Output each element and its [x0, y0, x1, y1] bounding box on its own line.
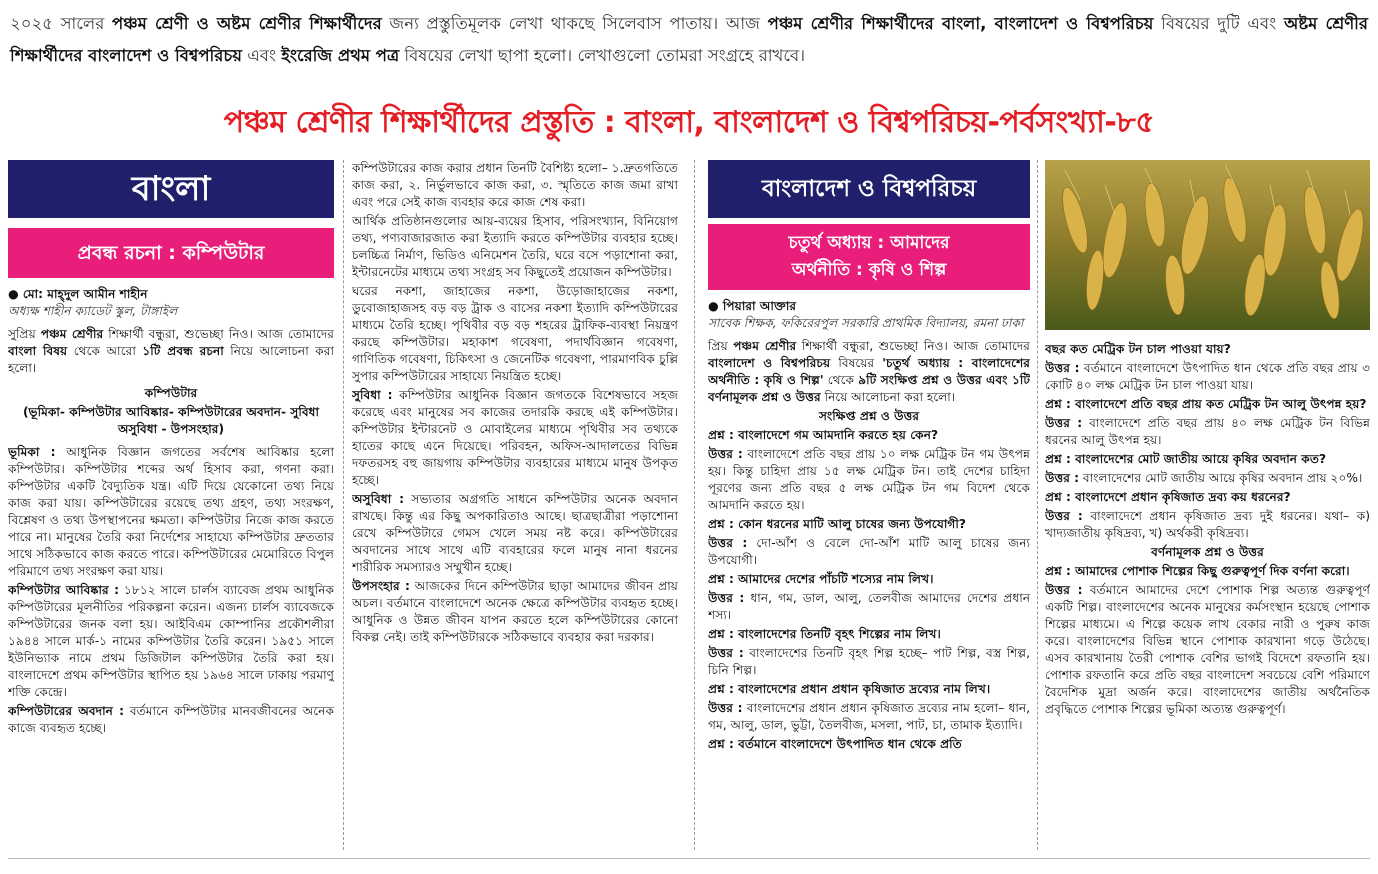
bangla-affiliation: অধ্যক্ষ শাহীন ক্যাডেট স্কুল, টাঙ্গাইল — [8, 304, 178, 318]
qa-question: প্রশ্ন : বর্তমানে বাংলাদেশে উৎপাদিত ধান থেকে প্রতি — [708, 737, 962, 751]
bangla-author: ● মো: মাহ্‌দুল আমীন শাহীন — [8, 287, 148, 301]
essay-finance: আর্থিক প্রতিষ্ঠানগুলোর আয়-ব্যয়ের হিসাব, পরিসংখ্যান, বিনিয়োগ তথ্য, পণ্যবাজারজাত করা ইত্যাদি করতে কম্পিউটার ব্যবহার হচ্ছে। চলচ্চিত্র নির্মাণ, ভিডিও এনিমেশন তৈরি, ঘরে বসে পড়াশোনা করা, ইন্টারনেটের মাধ্যমে তথ্য সংগ্রহ সব কিছুতেই প্রয়োজন কম্পিউটার। — [352, 214, 678, 279]
intro-text: বিষয়ের লেখা ছাপা হলো। লেখাগুলো তোমরা সংগ্রহে রাখবে। — [399, 46, 806, 65]
intro-text: ২০২৫ সালের — [10, 14, 113, 33]
qa-answer: উত্তর : বর্তমানে আমাদের দেশে পোশাক শিল্প অত্যন্ত গুরুত্বপূর্ণ একটি শিল্প। বাংলাদেশের অনেক মানুষের কর্মসংস্থান হয়েছে পোশাক শিল্পের মাধ্যমে। এ শিল্পে কয়েক লাখ বেকার নারী ও পুরুষ কাজ করে। বাংলাদেশের বিভিন্ন স্থানে পোশাক কারখানা গড়ে উঠেছে। এসব কারখানায় তৈরী পোশাক বেশির ভাগই বিদেশে রফতানি হয়। পোশাক রফতানি করে প্রতি বছর বাংলাদেশ সবচেয়ে বেশি পরিমাণে বৈদেশিক মুদ্রা অর্জন করে। বাংলাদেশের জাতীয় অর্থনৈতিক প্রবৃদ্ধিতে পোশাক শিল্পের ভূমিকা অত্যন্ত গুরুত্বপূর্ণ। — [1045, 583, 1370, 716]
intro-bold: ইংরেজি প্রথম পত্র — [281, 46, 400, 65]
essay-intro: ভূমিকা : আধুনিক বিজ্ঞান জগতের সর্বশেষ আবিষ্কার হলো কম্পিউটার। কম্পিউটার শব্দের অর্থ হিসাব করা, গণনা করা। কম্পিউটার একটি বৈদ্যুতিক যন্ত্র। এটি দিয়ে যেকোনো তথ্য নিয়ে কাজ করা যায়। কম্পিউটারের রয়েছে তথ্য গ্রহণ, তথ্য সংরক্ষণ, বিশ্লেষণ ও তথ্য উপস্থাপনের ক্ষমতা। কম্পিউটার নিজে কাজ করতে পারে না। মানুষের তৈরি করা নির্দেশের সাহায্যে কম্পিউটার দ্রুততার সাথে সঠিকভাবে কাজ করতে পারে। কম্পিউটারের মেমোরিতে বিপুল পরিমাণে তথ্য সংরক্ষণ করা যায়। — [8, 445, 334, 578]
bgs-greeting: প্রিয় পঞ্চম শ্রেণীর শিক্ষার্থী বন্ধুরা, শুভেচ্ছা নিও। আজ তোমাদের বাংলাদেশ ও বিশ্বপরিচয় বিষয়ের 'চতুর্থ অধ্যায় : বাংলাদেশের অর্থনীতি : কৃষি ও শিল্প' থেকে ৯টি সংক্ষিপ্ত প্রশ্ন ও উত্তর এবং ১টি বর্ণনামূলক প্রশ্ন ও উত্তর নিয়ে আলোচনা করা হলো। — [708, 339, 1030, 404]
essay-title: কম্পিউটার — [144, 386, 198, 400]
qa-answer: উত্তর : বাংলাদেশের তিনটি বৃহৎ শিল্প হচ্ছে– পাট শিল্প, বস্ত্র শিল্প, চিনি শিল্প। — [708, 646, 1030, 677]
column-divider — [694, 160, 695, 850]
qa-answer: উত্তর : বাংলাদেশে প্রধান কৃষিজাত দ্রব্য দুই ধরনের। যথা– ক) খাদ্যজাতীয় কৃষিদ্রব্য, খ) অর্থকরী কৃষিদ্রব্য। — [1045, 509, 1370, 540]
essay-outline: (ভূমিকা- কম্পিউটার আবিষ্কার- কম্পিউটারের অবদান- সুবিধা অসুবিধা - উপসংহার) — [22, 405, 320, 436]
bottom-rule — [8, 858, 1370, 859]
essay-design: ঘরের নকশা, জাহাজের নকশা, উড়োজাহাজের নকশা, ডুবোজাহাজসহ বড় বড় ট্রাক ও বাসের নকশা ইত্যাদি কম্পিউটারের মাধ্যমে তৈরি হচ্ছে। পৃথিবীর বড় বড় শহরের ট্রাফিক-ব্যবস্থা নিয়ন্ত্রণ করছে কম্পিউটার। মহাকাশ গবেষণা, পদার্থবিজ্ঞান গবেষণা, গাণিতিক গবেষণা, চিকিৎসা ও জেনেটিক গবেষণা, পারমাণবিক চুল্লি সুপার কম্পিউটারের সাহায্যে নিয়ন্ত্রিত হচ্ছে। — [352, 284, 678, 383]
bangla-column-1 — [8, 160, 334, 850]
qa-question: প্রশ্ন : বাংলাদেশের তিনটি বৃহৎ শিল্পের নাম লিখ। — [708, 627, 941, 641]
intro-bold: অষ্টম শ্রেণীর শিক্ষার্থীদের বাংলাদেশ ও বিশ্বপরিচয় — [10, 14, 1368, 65]
page-headline: পঞ্চম শ্রেণীর শিক্ষার্থীদের প্রস্তুতি : বাংলা, বাংলাদেশ ও বিশ্বপরিচয়-পর্বসংখ্যা-৮৫ — [223, 105, 1155, 140]
intro-text: জন্য প্রস্তুতিমূলক লেখা থাকছে সিলেবাস পাতায়। আজ — [381, 14, 768, 33]
bangla-subtitle: প্রবন্ধ রচনা : কম্পিউটার — [8, 228, 334, 278]
bgs-column-1 — [708, 160, 1030, 850]
essay-features: কম্পিউটারের কাজ করার প্রধান তিনটি বৈশিষ্ট্য হলো– ১.দ্রুতগতিতে কাজ করা, ২. নির্ভুলভাবে কাজ করা, ৩. স্মৃতিতে কাজ জমা রাখা এবং পরে সেই কাজ ব্যবহার করে কাজ শেষ করা। — [352, 161, 678, 209]
qa-answer: উত্তর : বাংলাদেশের প্রধান প্রধান কৃষিজাত দ্রব্যের নাম হলো– ধান, গম, আলু, ডাল, ভুট্টা, তৈলবীজ, মসলা, পাট, চা, তামাক ইত্যাদি। — [708, 701, 1030, 732]
intro-text: বিষয়ের দুটি এবং — [1153, 14, 1284, 33]
qa-question: প্রশ্ন : বাংলাদেশের প্রধান প্রধান কৃষিজাত দ্রব্যের নাম লিখ। — [708, 682, 991, 696]
intro-text: এবং — [241, 46, 282, 65]
wheat-field-photo — [1045, 160, 1370, 330]
short-qa-title: সংক্ষিপ্ত প্রশ্ন ও উত্তর — [818, 409, 920, 423]
qa-answer: উত্তর : দো-আঁশ ও বেলে দো-আঁশ মাটি আলু চাষের জন্য উপযোগী। — [708, 536, 1030, 567]
qa-answer: উত্তর : বর্তমানে বাংলাদেশে উৎপাদিত ধান থেকে প্রতি বছর প্রায় ৩ কোটি ৪০ লক্ষ মেট্রিক টন চাল পাওয়া যায়। — [1045, 361, 1370, 392]
bangla-column-2 — [352, 160, 678, 850]
qa-answer: উত্তর : ধান, গম, ডাল, আলু, তেলবীজ আমাদের দেশের প্রধান শস্য। — [708, 591, 1030, 622]
bangla-section-title: বাংলা — [8, 160, 334, 218]
qa-answer: উত্তর : বাংলাদেশে প্রতি বছর প্রায় ১০ লক্ষ মেট্রিক টন গম উৎপন্ন হয়। কিন্তু চাহিদা প্রায় ১৫ লক্ষ মেট্রিক টন। তাই দেশের চাহিদা পূরণের জন্য প্রতি বছর ৫ লক্ষ মেট্রিক টন গম বিদেশ থেকে আমদানি করতে হয়। — [708, 447, 1030, 512]
qa-question: প্রশ্ন : কোন ধরনের মাটি আলু চাষের জন্য উপযোগী? — [708, 517, 966, 531]
intro-bold: পঞ্চম শ্রেণী ও অষ্টম শ্রেণীর শিক্ষার্থীদের — [112, 14, 382, 33]
qa-answer: উত্তর : বাংলাদেশে প্রতি বছর প্রায় ৪০ লক্ষ মেট্রিক টন বিভিন্ন ধরনের আলু উৎপন্ন হয়। — [1045, 416, 1370, 447]
essay-advantages: সুবিধা : কম্পিউটার আধুনিক বিজ্ঞান জগতকে বিশেষভাবে সহজ করেছে এবং মানুষের সব কাজের তদারকি করছে এই কম্পিউটার। কম্পিউটার ইন্টারনেট ও মোবাইলের মাধ্যমে পৃথিবীর সব তথ্যকে হাতের কাছে এনে দিয়েছে। পরিবহন, অফিস-আদালতের বিভিন্ন দফতরসহ বহু জায়গায় কম্পিউটার ব্যবহারের মাধ্যমে মানুষ উপকৃত হচ্ছে। — [352, 388, 678, 487]
qa-question: প্রশ্ন : বাংলাদেশের মোট জাতীয় আয়ে কৃষির অবদান কত? — [1045, 452, 1327, 466]
qa-question: প্রশ্ন : আমাদের পোশাক শিল্পের কিছু গুরুত্বপূর্ণ দিক বর্ণনা করো। — [1045, 564, 1350, 578]
qa-question: প্রশ্ন : বাংলাদেশে প্রধান কৃষিজাত দ্রব্য কয় ধরনের? — [1045, 490, 1291, 504]
bangla-greeting: সুপ্রিয় পঞ্চম শ্রেণীর শিক্ষার্থী বন্ধুরা, শুভেচ্ছা নিও। আজ তোমাদের বাংলা বিষয় থেকে আরো ১টি প্রবন্ধ রচনা নিয়ে আলোচনা করা হলো। — [8, 327, 334, 375]
intro-bold: পঞ্চম শ্রেণীর শিক্ষার্থীদের বাংলা, বাংলাদেশ ও বিশ্বপরিচয় — [767, 14, 1154, 33]
essay-invention: কম্পিউটার আবিষ্কার : ১৮১২ সালে চার্লস ব্যাবেজ প্রথম আধুনিক কম্পিউটারের মূলনীতির পরিকল্পনা করেন। এজন্য চার্লস ব্যাবেজকে কম্পিউটারের জনক বলা হয়। আইবিএম কোম্পানির প্রকৌশলীরা ১৯৪৪ সালে মার্ক-১ নামের কম্পিউটার তৈরি করেন। ১৯৫১ সালে ইউনিভ্যাক নামে প্রথম ডিজিটাল কম্পিউটার তৈরি করা হয়। বাংলাদেশে প্রথম কম্পিউটার স্থাপিত হয় ১৯৬৪ সালে ঢাকায় পরমাণু শক্তি কেন্দ্রে। — [8, 583, 334, 699]
qa-question-continued: বছর কত মেট্রিক টন চাল পাওয়া যায়? — [1045, 342, 1231, 356]
intro-paragraph — [10, 8, 1368, 72]
bgs-affiliation: সাবেক শিক্ষক, ফকিরেরপুল সরকারি প্রাথমিক বিদ্যালয়, রমনা ঢাকা — [708, 316, 1024, 330]
long-qa-title: বর্ণনামূলক প্রশ্ন ও উত্তর — [1151, 545, 1264, 559]
qa-question: প্রশ্ন : বাংলাদেশে গম আমদানি করতে হয় কেন? — [708, 428, 939, 442]
qa-answer: উত্তর : বাংলাদেশের মোট জাতীয় আয়ে কৃষির অবদান প্রায় ২০%। — [1045, 471, 1363, 485]
essay-conclusion: উপসংহার : আজকের দিনে কম্পিউটার ছাড়া আমাদের জীবন প্রায় অচল। বর্তমানে বাংলাদেশে অনেক ক্ষেত্রে কম্পিউটার ব্যবহৃত হচ্ছে। আধুনিক ও উন্নত জীবন যাপন করতে হলে কম্পিউটারের কোনো বিকল্প নেই। তাই কম্পিউটারকে সঠিকভাবে ব্যবহার করা দরকার। — [352, 579, 678, 644]
qa-question: প্রশ্ন : বাংলাদেশে প্রতি বছর প্রায় কত মেট্রিক টন আলু উৎপন্ন হয়? — [1045, 397, 1367, 411]
qa-question: প্রশ্ন : আমাদের দেশের পাঁচটি শস্যের নাম লিখ। — [708, 572, 934, 586]
bgs-author: ● পিয়ারা আক্তার — [708, 299, 797, 313]
essay-disadvantages: অসুবিধা : সভ্যতার অগ্রগতি সাধনে কম্পিউটার অনেক অবদান রাখছে। কিন্তু এর কিছু অপকারিতাও আছে। ছাত্রছাত্রীরা পড়াশোনা রেখে কম্পিউটারে গেমস খেলে সময় নষ্ট করে। কম্পিউটারের অবদানের সাথে সাথে এটি ব্যবহারের ফলে মানুষ নানা ধরনের শারীরিক সমস্যারও সম্মুখীন হচ্ছে। — [352, 492, 678, 574]
bgs-section-title: বাংলাদেশ ও বিশ্বপরিচয় — [708, 160, 1030, 218]
essay-contribution: কম্পিউটারের অবদান : বর্তমানে কম্পিউটার মানবজীবনের অনেক কাজে ব্যবহৃত হচ্ছে। — [8, 704, 334, 735]
column-divider — [1037, 160, 1038, 850]
bgs-column-2 — [1045, 160, 1370, 850]
column-divider — [343, 160, 344, 850]
bgs-subtitle: চতুর্থ অধ্যায় : আমাদের অর্থনীতি : কৃষি ও শিল্প — [708, 224, 1030, 290]
